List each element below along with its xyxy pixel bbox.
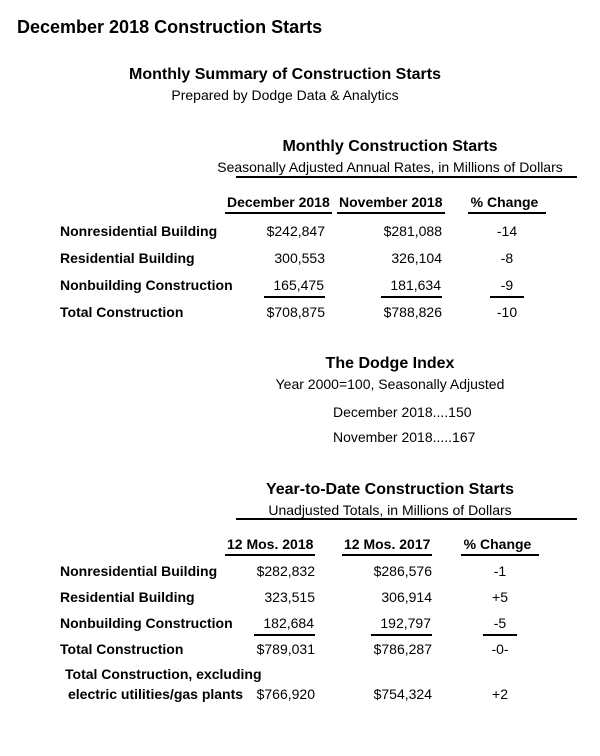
value-12mos-2017: 306,914 [381, 589, 432, 605]
value-november-2018: $281,088 [383, 223, 442, 239]
table-row-total-excluding [60, 664, 580, 704]
column-header-november-2018: November 2018 [337, 193, 462, 214]
ytd-table-header-row [60, 535, 580, 556]
column-header-12mos-2017: 12 Mos. 2017 [342, 535, 455, 556]
value-december-2018: $242,847 [266, 223, 325, 239]
value-12mos-2017: 192,797 [342, 614, 455, 636]
value-pct-change: -5 [455, 614, 545, 636]
value-december-2018: $708,875 [266, 304, 325, 320]
value-12mos-2018: $789,031 [256, 641, 315, 657]
summary-title: Monthly Summary of Construction Starts [128, 66, 442, 83]
table-row [60, 588, 580, 606]
row-label: Total Construction [60, 641, 184, 657]
value-12mos-2017: $754,324 [373, 686, 432, 702]
table-row [60, 222, 580, 240]
value-november-2018: 326,104 [391, 250, 442, 266]
value-november-2018: 181,634 [337, 276, 462, 298]
row-label-line2: electric utilities/gas plants [68, 686, 244, 702]
row-label: Residential Building [60, 250, 195, 266]
column-header-december-2018: December 2018 [225, 193, 337, 214]
summary-subtitle: Prepared by Dodge Data & Analytics [171, 87, 399, 103]
value-pct-change: -8 [500, 250, 514, 266]
page-title: December 2018 Construction Starts [17, 17, 323, 37]
row-label: Residential Building [60, 589, 195, 605]
value-12mos-2017: $786,287 [373, 641, 432, 657]
dodge-index-entry-december: December 2018....150 [333, 404, 472, 420]
ytd-section-subheading: Unadjusted Totals, in Millions of Dollars [268, 502, 512, 518]
table-row-total [60, 640, 580, 658]
dodge-index-entry-november: November 2018.....167 [333, 429, 476, 445]
value-pct-change: -0- [491, 641, 509, 657]
column-header-blank [60, 193, 225, 214]
monthly-table-header-row [60, 193, 580, 214]
section-rule [236, 518, 577, 520]
section-rule [236, 176, 577, 178]
monthly-section-heading: Monthly Construction Starts [282, 138, 498, 155]
row-label: Nonbuilding Construction [60, 277, 233, 293]
ytd-section-heading: Year-to-Date Construction Starts [265, 481, 515, 498]
column-header-12mos-2018: 12 Mos. 2018 [225, 535, 342, 556]
table-row [60, 614, 580, 636]
value-12mos-2017: $286,576 [373, 563, 432, 579]
table-row-total [60, 303, 580, 321]
value-12mos-2018: $766,920 [256, 686, 315, 702]
column-header-pct-change: % Change [455, 535, 545, 556]
row-label: Nonbuilding Construction [60, 615, 233, 631]
row-label-line1: Total Construction, excluding [65, 666, 262, 682]
table-row [60, 276, 580, 298]
value-12mos-2018: 323,515 [264, 589, 315, 605]
monthly-section-subheading: Seasonally Adjusted Annual Rates, in Millions of Dollars [217, 159, 563, 175]
value-pct-change: -14 [496, 223, 518, 239]
value-12mos-2018: 182,684 [225, 614, 342, 636]
column-header-pct-change: % Change [462, 193, 552, 214]
row-label: Total Construction [60, 304, 184, 320]
value-december-2018: 300,553 [274, 250, 325, 266]
value-pct-change: -1 [493, 563, 507, 579]
value-november-2018: $788,826 [383, 304, 442, 320]
dodge-index-subheading: Year 2000=100, Seasonally Adjusted [275, 376, 505, 392]
row-label: Nonresidential Building [60, 223, 218, 239]
value-pct-change: -9 [462, 276, 552, 298]
value-pct-change: -10 [496, 304, 518, 320]
row-label: Nonresidential Building [60, 563, 218, 579]
row-label [60, 664, 262, 704]
table-row [60, 249, 580, 267]
dodge-index-heading: The Dodge Index [325, 355, 455, 372]
table-row [60, 562, 580, 580]
value-pct-change: +2 [492, 686, 508, 702]
column-header-blank [60, 535, 225, 556]
value-12mos-2018: $282,832 [256, 563, 315, 579]
value-pct-change: +5 [492, 589, 508, 605]
value-december-2018: 165,475 [225, 276, 337, 298]
